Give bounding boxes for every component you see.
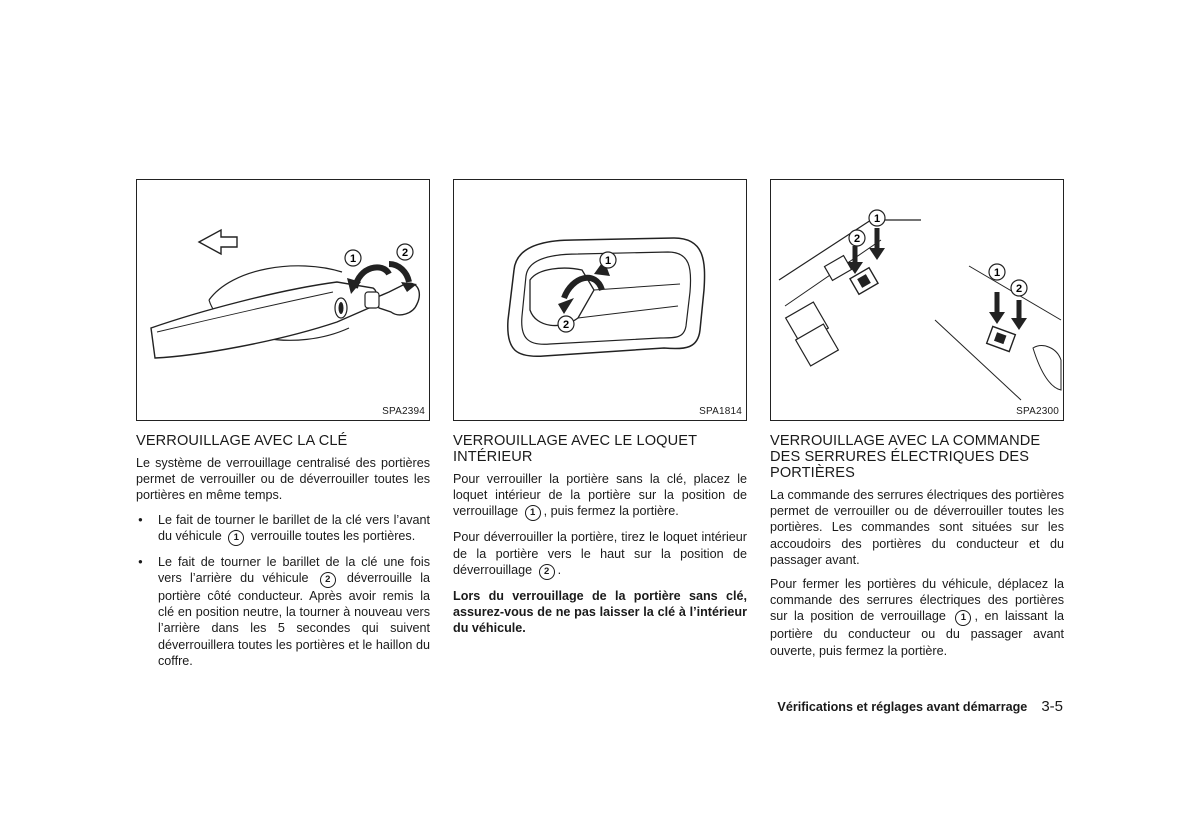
figure-code: SPA2394 <box>382 406 425 417</box>
door-handle-key-illustration <box>137 180 429 420</box>
svg-text:2: 2 <box>401 247 409 259</box>
section-title: VERROUILLAGE AVEC LE LOQUET INTÉRIEUR <box>453 433 697 465</box>
paragraph: La commande des serrures électriques des portières permet de verrouiller ou de déverrouiller toutes les portières. Les commandes sont situées sur les accoudoirs des portières du conducteur et du passager avant. <box>770 488 1064 567</box>
svg-text:2: 2 <box>853 233 861 245</box>
svg-text:2: 2 <box>562 319 570 331</box>
svg-text:1: 1 <box>604 255 612 267</box>
svg-text:2: 2 <box>1015 283 1023 295</box>
left-arrow-icon <box>199 230 237 254</box>
chapter-title: Vérifications et réglages avant démarrage <box>777 700 1028 714</box>
section-title: VERROUILLAGE AVEC LA COMMANDE DES SERRURES ÉLECTRIQUES DES PORTIÈRES <box>770 433 1041 481</box>
paragraph: Pour déverrouiller la portière, tirez le loquet intérieur de la portière vers le haut sur la position de déverrouillage 2 . <box>453 529 747 579</box>
inside-latch-illustration <box>454 180 746 420</box>
warning-text: Lors du verrouillage de la portière sans clé, assurez-vous de ne pas laisser la clé à l’intérieur du véhicule. <box>453 588 747 636</box>
paragraph: Pour verrouiller la portière sans la clé, placez le loquet intérieur de la portière sur la position de verrouillage 1 , puis fermez la portière. <box>453 471 747 521</box>
section-intro: Le système de verrouillage centralisé des portières permet de verrouiller ou de déverrouiller toutes les portières en même temps. <box>136 456 430 503</box>
section-inside-lock <box>453 179 747 644</box>
figure-code: SPA1814 <box>699 406 742 417</box>
paragraph: Pour fermer les portières du véhicule, déplacez la commande des serrures électriques des portières sur la position de verrouillage 1 , en laissant la portière du conducteur ou du passager avant ouverte, puis fermez la portière. <box>770 577 1065 658</box>
figure-code: SPA2300 <box>1016 406 1059 417</box>
section-title: VERROUILLAGE AVEC LA CLÉ <box>136 433 348 449</box>
step-number-marker: 2 <box>320 572 336 588</box>
svg-text:1: 1 <box>873 213 881 225</box>
page-number: 3-5 <box>1041 698 1063 715</box>
list-item: ● Le fait de tourner le barillet de la clé une fois vers l’arrière du véhicule 2 déverrouille la portière côté conducteur. Après avoir remis la clé en position neutre, la tourner à nouveau vers l’arrière dans les 5 secondes qui suivent déverrouillera toutes les portières et le haillon du coffre. <box>136 554 430 669</box>
step-number-marker: 2 <box>539 564 555 580</box>
step-number-marker: 1 <box>525 505 541 521</box>
power-lock-switch-illustration <box>771 180 1063 420</box>
section-key-locking <box>136 179 430 677</box>
bullet-list <box>136 512 430 669</box>
page-footer <box>777 698 1063 715</box>
svg-text:1: 1 <box>349 253 357 265</box>
list-item: ● Le fait de tourner le barillet de la clé vers l’avant du véhicule 1 verrouille toutes les portières. <box>136 512 430 546</box>
figure-inside-latch <box>453 179 747 421</box>
step-number-marker: 1 <box>228 530 244 546</box>
section-power-lock <box>770 179 1064 667</box>
step-number-marker: 1 <box>955 610 971 626</box>
figure-power-lock-switch <box>770 179 1064 421</box>
svg-text:1: 1 <box>993 267 1001 279</box>
figure-key-door-handle <box>136 179 430 421</box>
